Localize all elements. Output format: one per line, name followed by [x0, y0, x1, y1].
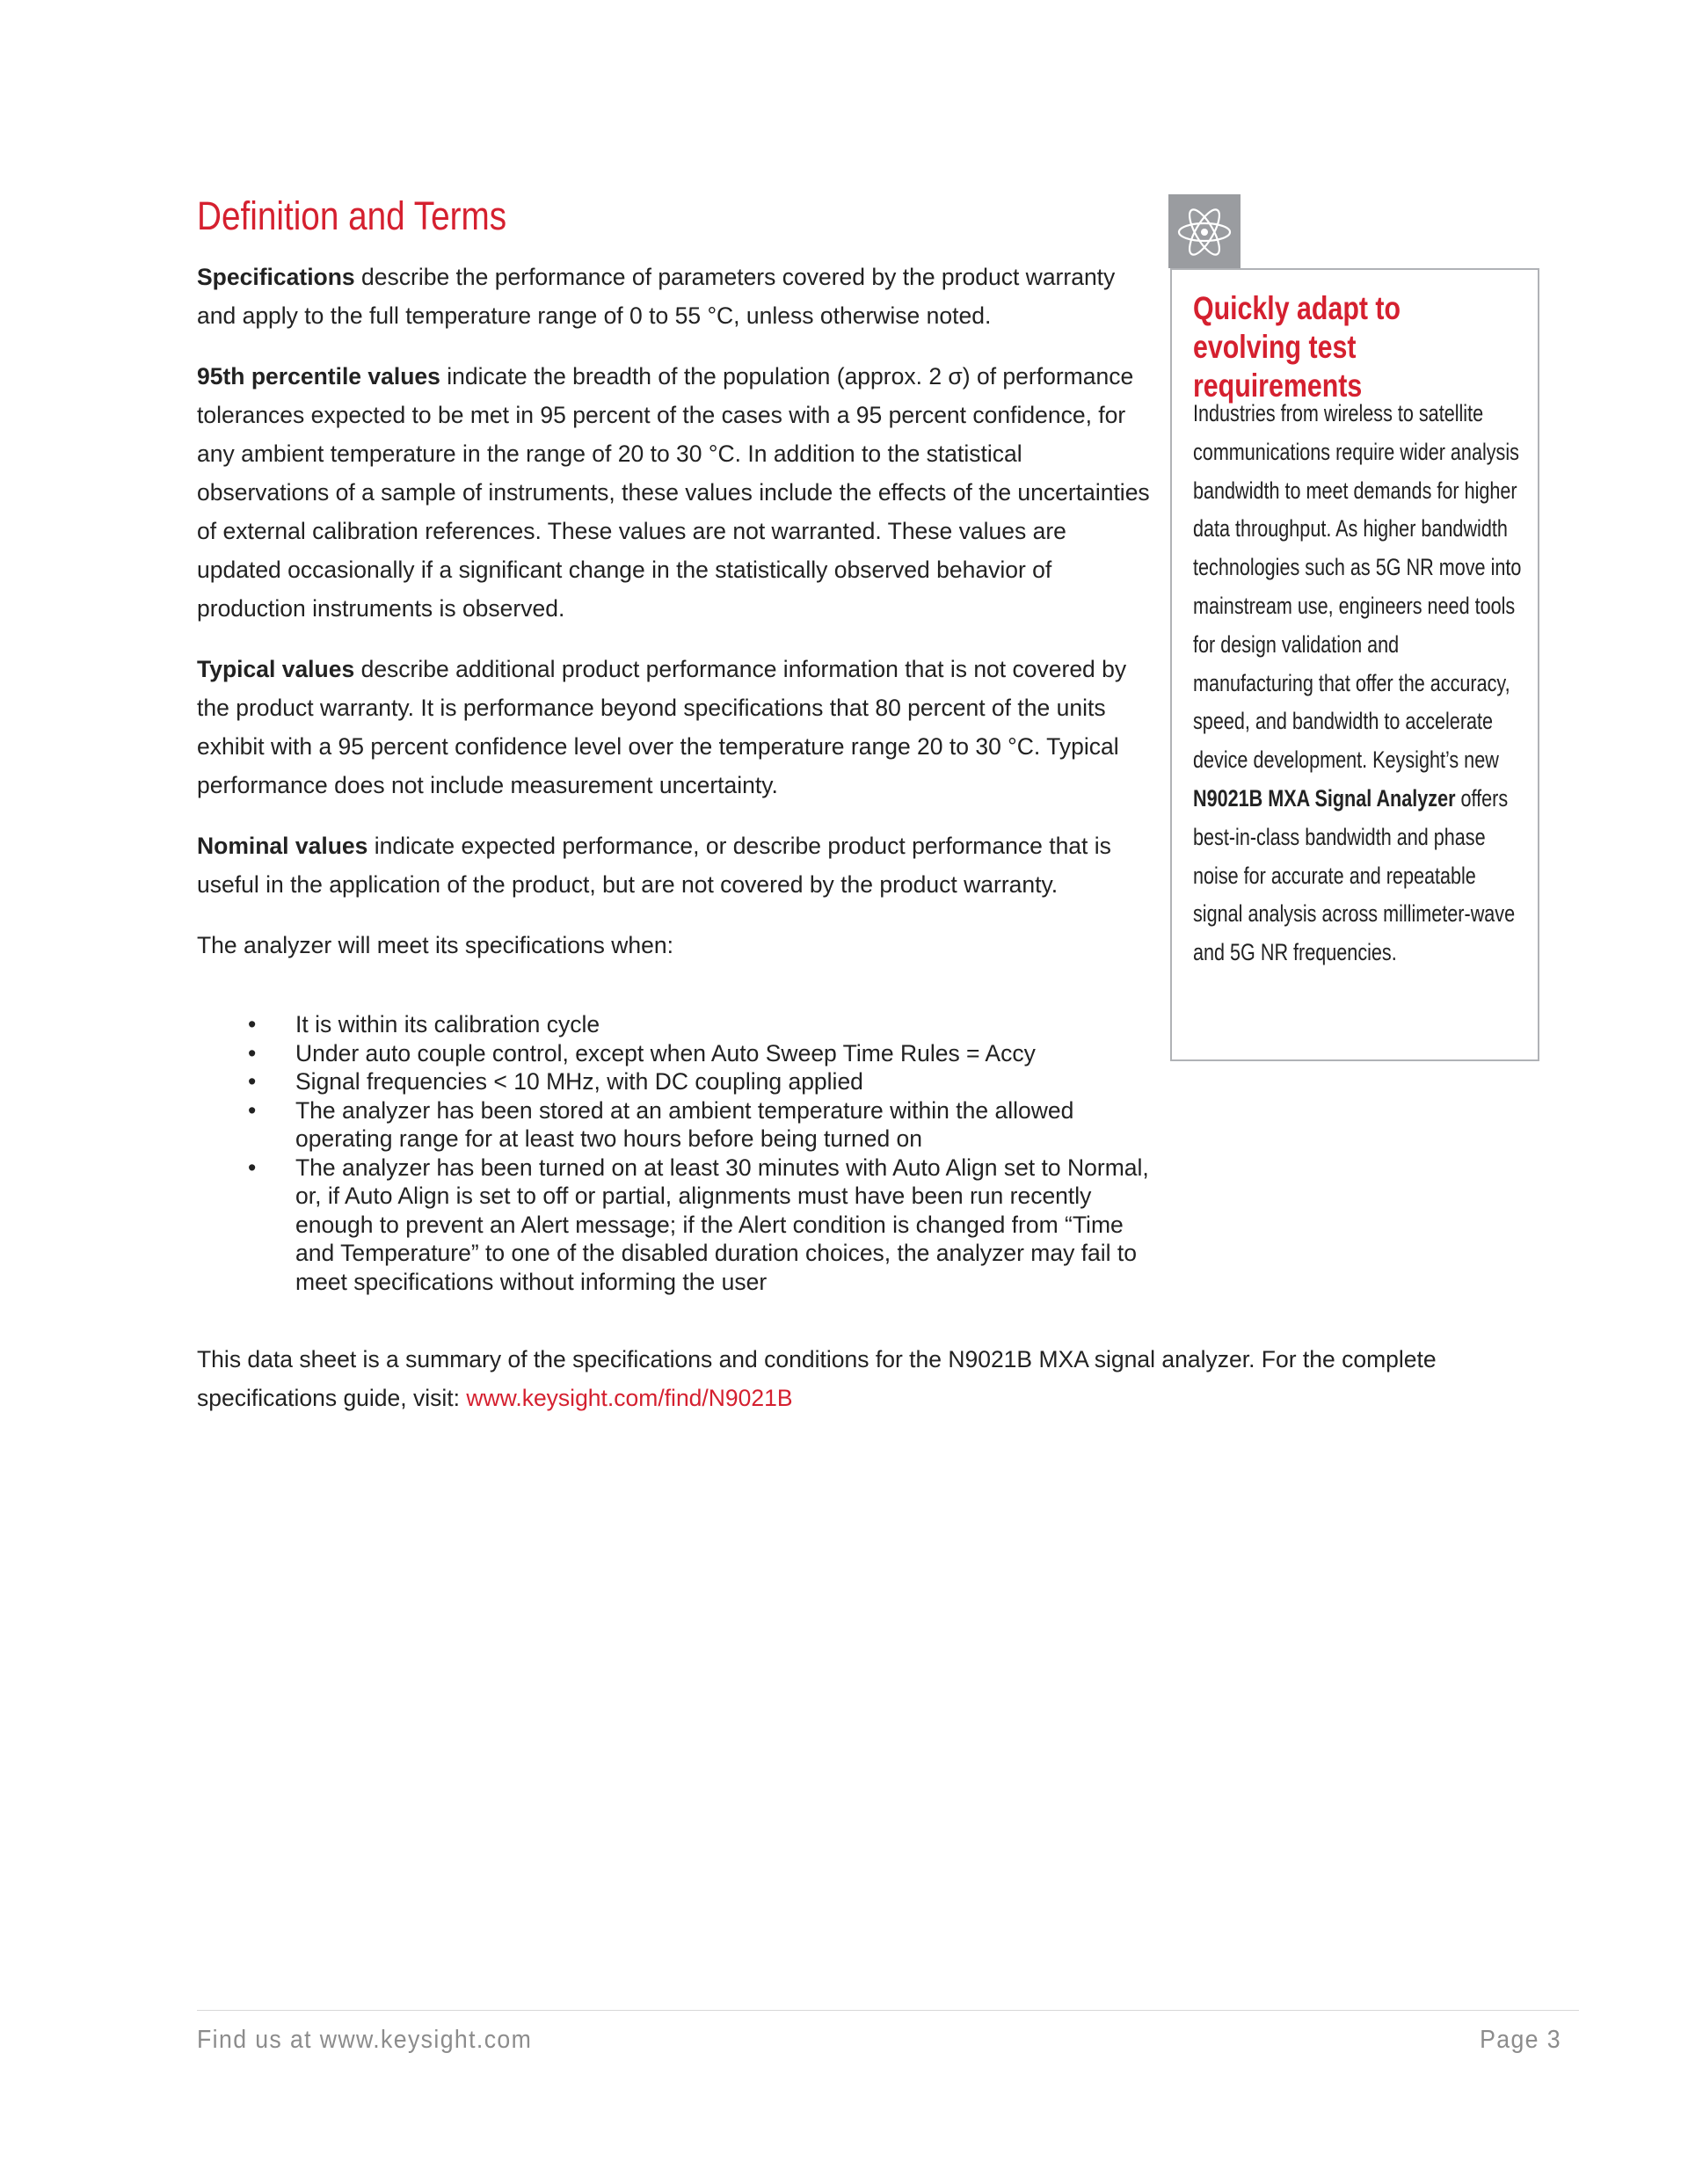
list-item — [197, 1010, 1155, 1039]
percentile-term: 95th percentile values — [197, 363, 440, 389]
list-item-text: The analyzer has been turned on at least 30 minutes with Auto Align set to Normal, or, if Auto Align is set to off or partial, alignments must have been run recently enough to prevent an Alert message; if the Alert condition is changed from “Time and Temperature” to one of the disabled duration choices, the analyzer may fail to meet specifications without informing the user — [295, 1154, 1149, 1295]
nominal-term: Nominal values — [197, 833, 368, 859]
page-number: Page 3 — [1480, 2026, 1561, 2054]
percentile-text: indicate the breadth of the population (approx. 2 σ) of performance tolerances expected to be met in 95 percent of the cases with a 95 percent confidence, for any ambient temperature in the range of 20 to 30 °C. In addition to the statistical observations of a sample of instruments, these values include the effects of the uncertainties of external calibration references. These values are not warranted. These values are updated occasionally if a significant change in the statistically observed behavior of production instruments is observed. — [197, 363, 1150, 622]
nominal-text: indicate expected performance, or describe product performance that is useful in the application of the product, but are not covered by the product warranty. — [197, 833, 1111, 898]
footer-website: Find us at www.keysight.com — [197, 2026, 533, 2054]
sidebar-body — [1193, 395, 1524, 972]
bullet-icon: • — [248, 1154, 257, 1181]
typical-paragraph — [197, 650, 1155, 804]
sidebar-callout — [1170, 268, 1539, 1061]
bullet-icon: • — [248, 1039, 257, 1067]
list-item-text: Signal frequencies < 10 MHz, with DC coupling applied — [295, 1068, 863, 1095]
specifications-term: Specifications — [197, 264, 355, 290]
sidebar-body-text: Industries from wireless to satellite communications require wider analysis bandwidth to meet demands for higher data throughput. As higher bandwidth technologies such as 5G NR move into mainstream use, engineers need tools for design validation and manufacturing that offer the accuracy, speed, and bandwidth to accelerate device development. Keysight’s new — [1193, 400, 1522, 774]
specifications-text: describe the performance of parameters covered by the product warranty and apply to the full temperature range of 0 to 55 °C, unless otherwise noted. — [197, 264, 1116, 329]
summary-paragraph — [197, 1340, 1516, 1417]
sidebar-title: Quickly adapt to evolving test requirements — [1193, 290, 1401, 404]
summary-text: This data sheet is a summary of the specifications and conditions for the N9021B MXA signal analyzer. For the complete specifications guide, visit: — [197, 1346, 1437, 1411]
bullet-icon: • — [248, 1096, 257, 1124]
page-title: Definition and Terms — [197, 193, 507, 238]
conditions-intro: The analyzer will meet its specifications when: — [197, 932, 674, 958]
list-item — [197, 1039, 1155, 1068]
footer-divider — [197, 2010, 1579, 2011]
main-column — [197, 258, 1155, 1296]
list-item-text: Under auto couple control, except when Auto Sweep Time Rules = Accy — [295, 1039, 1036, 1067]
nominal-paragraph — [197, 826, 1155, 904]
list-item — [197, 1154, 1155, 1297]
list-item-text: It is within its calibration cycle — [295, 1011, 600, 1037]
atom-icon — [1168, 194, 1241, 268]
percentile-paragraph — [197, 357, 1155, 628]
list-item — [197, 1096, 1155, 1154]
product-link[interactable]: www.keysight.com/find/N9021B — [466, 1385, 793, 1411]
bullet-icon: • — [248, 1068, 257, 1095]
list-item-text: The analyzer has been stored at an ambient temperature within the allowed operating range for at least two hours before being turned on — [295, 1096, 1074, 1152]
typical-text: describe additional product performance information that is not covered by the product warranty. It is performance beyond specifications that 80 percent of the units exhibit with a 95 percent confidence level over the temperature range 20 to 30 °C. Typical performance does not include measurement uncertainty. — [197, 656, 1127, 798]
list-item — [197, 1067, 1155, 1096]
conditions-list — [197, 1010, 1155, 1296]
specifications-paragraph — [197, 258, 1155, 335]
bullet-icon: • — [248, 1011, 257, 1037]
sidebar-product-name: N9021B MXA Signal Analyzer — [1193, 784, 1456, 812]
sidebar-body-text-end: offers best-in-class bandwidth and phase noise for accurate and repeatable signal analysis across millimeter-wave and 5G NR frequencies. — [1193, 784, 1516, 966]
typical-term: Typical values — [197, 656, 355, 682]
